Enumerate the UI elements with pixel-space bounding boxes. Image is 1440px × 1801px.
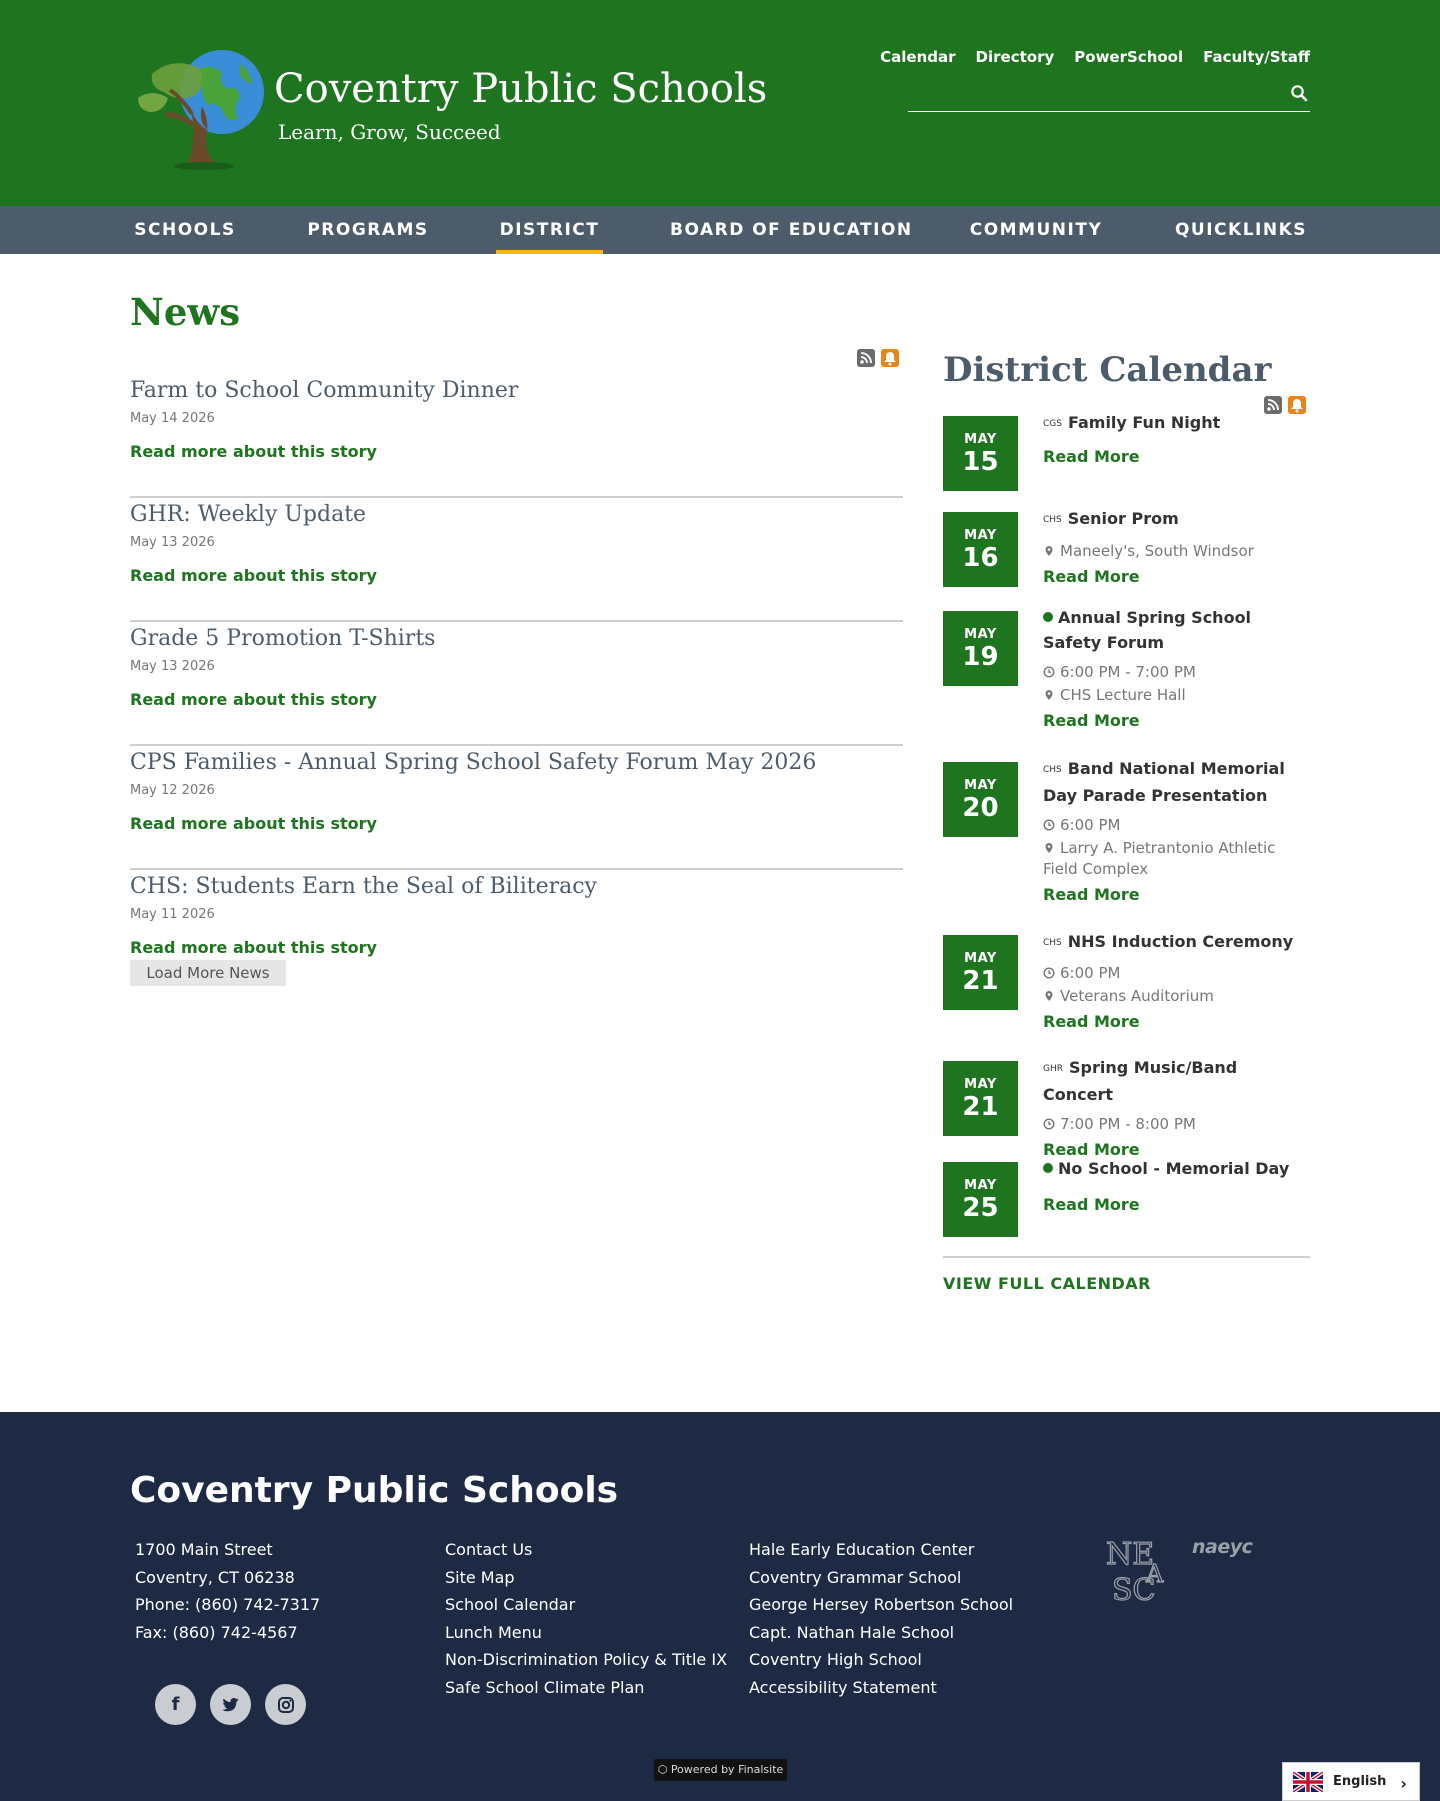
event-read-more-link[interactable]: Read More bbox=[1043, 567, 1140, 586]
news-item bbox=[130, 498, 903, 622]
event-school-tag: CHS bbox=[1043, 515, 1062, 525]
view-full-calendar-link[interactable]: VIEW FULL CALENDAR bbox=[943, 1274, 1151, 1293]
event-time bbox=[1043, 1114, 1310, 1135]
event-date-box bbox=[943, 762, 1018, 837]
utility-link-calendar[interactable]: Calendar bbox=[880, 48, 956, 66]
utility-nav bbox=[880, 48, 1310, 66]
footer-link-site-map[interactable]: Site Map bbox=[445, 1567, 515, 1587]
event-time-text: 7:00 PM - 8:00 PM bbox=[1060, 1115, 1196, 1133]
event-day: 21 bbox=[962, 966, 999, 996]
site-tagline: Learn, Grow, Succeed bbox=[278, 120, 501, 144]
event-date-box bbox=[943, 512, 1018, 587]
event-school-tag: CHS bbox=[1043, 938, 1062, 948]
event-location bbox=[1043, 541, 1310, 562]
news-title[interactable]: GHR: Weekly Update bbox=[130, 502, 367, 527]
rss-icon[interactable] bbox=[857, 349, 875, 367]
event-title[interactable] bbox=[1043, 506, 1310, 533]
footer-link-lunch-menu[interactable]: Lunch Menu bbox=[445, 1622, 542, 1642]
clock-icon bbox=[1043, 666, 1055, 678]
event-title[interactable] bbox=[1043, 1055, 1310, 1107]
event-day: 19 bbox=[962, 642, 999, 672]
district-event-dot-icon bbox=[1043, 1163, 1053, 1173]
event-title-text[interactable]: Senior Prom bbox=[1067, 509, 1179, 528]
svg-text:SC: SC bbox=[1112, 1573, 1156, 1604]
nav-item-community[interactable]: COMMUNITY bbox=[969, 220, 1103, 240]
event-title[interactable] bbox=[1043, 1156, 1310, 1181]
event-body bbox=[1043, 605, 1310, 730]
event-body bbox=[1043, 756, 1310, 904]
news-item bbox=[130, 374, 903, 498]
event-location-text: Larry A. Pietrantonio Athletic Field Complex bbox=[1043, 839, 1276, 878]
uk-flag-icon bbox=[1293, 1772, 1323, 1792]
footer-link-safe-school-climate[interactable]: Safe School Climate Plan bbox=[445, 1677, 645, 1697]
read-more-link[interactable]: Read more about this story bbox=[130, 938, 377, 957]
news-title[interactable]: CHS: Students Earn the Seal of Biliteracy bbox=[130, 874, 597, 899]
read-more-link[interactable]: Read more about this story bbox=[130, 814, 377, 833]
event-body bbox=[1043, 410, 1310, 466]
site-title[interactable]: Coventry Public Schools bbox=[274, 66, 768, 112]
news-item bbox=[130, 746, 903, 870]
language-selector[interactable] bbox=[1282, 1762, 1420, 1801]
map-pin-icon bbox=[1043, 689, 1055, 701]
event-month: MAY bbox=[964, 432, 997, 447]
social-links bbox=[155, 1684, 306, 1725]
event-time bbox=[1043, 662, 1310, 683]
event-month: MAY bbox=[964, 778, 997, 793]
event-time-text: 6:00 PM bbox=[1060, 816, 1121, 834]
event-day: 15 bbox=[962, 447, 999, 477]
footer-link-coventry-grammar[interactable]: Coventry Grammar School bbox=[749, 1567, 962, 1587]
event-read-more-link[interactable]: Read More bbox=[1043, 1195, 1140, 1214]
utility-link-directory[interactable]: Directory bbox=[975, 48, 1055, 66]
event-title[interactable] bbox=[1043, 605, 1310, 655]
event-read-more-link[interactable]: Read More bbox=[1043, 1140, 1140, 1159]
bell-icon[interactable] bbox=[881, 349, 899, 367]
event-month: MAY bbox=[964, 627, 997, 642]
district-event-dot-icon bbox=[1043, 612, 1053, 622]
footer-links-col2 bbox=[749, 1536, 1013, 1701]
footer-link-non-discrimination[interactable]: Non-Discrimination Policy & Title IX bbox=[445, 1650, 728, 1669]
utility-link-faculty-staff[interactable]: Faculty/Staff bbox=[1203, 48, 1310, 66]
event-location bbox=[1043, 838, 1310, 880]
news-date: May 14 2026 bbox=[130, 411, 215, 426]
language-label: English bbox=[1333, 1774, 1387, 1789]
address-line: 1700 Main Street bbox=[135, 1540, 273, 1559]
twitter-icon[interactable] bbox=[210, 1684, 251, 1725]
event-title-text[interactable]: No School - Memorial Day bbox=[1058, 1159, 1290, 1178]
news-date: May 13 2026 bbox=[130, 659, 215, 674]
main-nav bbox=[0, 206, 1440, 254]
event-day: 25 bbox=[962, 1193, 999, 1223]
footer-link-contact-us[interactable]: Contact Us bbox=[445, 1540, 533, 1559]
event-month: MAY bbox=[964, 528, 997, 543]
footer-links-col1 bbox=[445, 1536, 727, 1701]
news-heading: News bbox=[130, 290, 241, 334]
event-date-box bbox=[943, 611, 1018, 686]
footer-link-capt-nathan-hale[interactable]: Capt. Nathan Hale School bbox=[749, 1622, 955, 1642]
finalsite-logo-icon: ⬡ bbox=[657, 1763, 671, 1776]
event-time-text: 6:00 PM - 7:00 PM bbox=[1060, 663, 1196, 681]
map-pin-icon bbox=[1043, 545, 1055, 557]
event-title-text[interactable]: Family Fun Night bbox=[1067, 413, 1221, 432]
footer-title: Coventry Public Schools bbox=[130, 1470, 619, 1511]
event-month: MAY bbox=[964, 951, 997, 966]
event-month: MAY bbox=[964, 1178, 997, 1193]
event-body bbox=[1043, 929, 1310, 1031]
nav-item-programs[interactable]: PROGRAMS bbox=[307, 220, 429, 240]
search-input[interactable] bbox=[908, 82, 1268, 108]
news-item bbox=[130, 870, 903, 957]
calendar-divider bbox=[943, 1256, 1310, 1258]
read-more-link[interactable]: Read more about this story bbox=[130, 566, 377, 585]
event-title-text[interactable]: NHS Induction Ceremony bbox=[1067, 932, 1294, 951]
clock-icon bbox=[1043, 1118, 1055, 1130]
event-date-box bbox=[943, 935, 1018, 1010]
footer-link-accessibility[interactable]: Accessibility Statement bbox=[749, 1677, 937, 1697]
powered-by-text: Powered by Finalsite bbox=[670, 1763, 784, 1776]
event-title-text[interactable]: Spring Music/Band Concert bbox=[1043, 1058, 1238, 1104]
news-date: May 12 2026 bbox=[130, 783, 215, 798]
event-time-text: 6:00 PM bbox=[1060, 964, 1121, 982]
naeyc-logo: naeyc bbox=[1192, 1536, 1253, 1558]
event-read-more-link[interactable]: Read More bbox=[1043, 711, 1140, 730]
district-calendar-heading: District Calendar bbox=[943, 350, 1272, 390]
nav-item-board-of-education[interactable]: BOARD OF EDUCATION bbox=[670, 220, 913, 240]
facebook-icon[interactable]: f bbox=[155, 1684, 196, 1725]
nesac-accreditation-logo-icon bbox=[1106, 1534, 1178, 1604]
footer-address bbox=[135, 1536, 320, 1646]
read-more-link[interactable]: Read more about this story bbox=[130, 690, 377, 709]
search-bar bbox=[908, 78, 1310, 112]
event-time bbox=[1043, 815, 1310, 836]
clock-icon bbox=[1043, 819, 1055, 831]
svg-text:A: A bbox=[1146, 1560, 1164, 1588]
event-month: MAY bbox=[964, 1077, 997, 1092]
map-pin-icon bbox=[1043, 842, 1055, 854]
site-header bbox=[0, 0, 1440, 206]
event-date-box bbox=[943, 1061, 1018, 1136]
event-read-more-link[interactable]: Read More bbox=[1043, 1012, 1140, 1031]
news-title[interactable]: CPS Families - Annual Spring School Safety Forum May 2026 bbox=[130, 750, 817, 775]
event-day: 16 bbox=[962, 543, 999, 573]
news-date: May 13 2026 bbox=[130, 535, 215, 550]
fax-number: Fax: (860) 742-4567 bbox=[135, 1622, 298, 1642]
event-school-tag: CHS bbox=[1043, 765, 1062, 775]
event-title[interactable] bbox=[1043, 756, 1310, 808]
clock-icon bbox=[1043, 967, 1055, 979]
event-time bbox=[1043, 963, 1310, 984]
nav-item-quicklinks[interactable]: QUICKLINKS bbox=[1174, 220, 1308, 240]
phone-number[interactable]: Phone: (860) 742-7317 bbox=[135, 1595, 321, 1614]
news-list bbox=[130, 374, 903, 957]
news-item bbox=[130, 622, 903, 746]
utility-link-powerschool[interactable]: PowerSchool bbox=[1074, 48, 1184, 66]
event-read-more-link[interactable]: Read More bbox=[1043, 447, 1140, 466]
event-title-text[interactable]: Band National Memorial Day Parade Presentation bbox=[1043, 759, 1285, 805]
footer-link-school-calendar[interactable]: School Calendar bbox=[445, 1595, 576, 1614]
event-body bbox=[1043, 506, 1310, 586]
search-icon[interactable] bbox=[1290, 84, 1308, 102]
news-feed-icons bbox=[857, 349, 899, 367]
event-title[interactable] bbox=[1043, 929, 1310, 956]
site-footer bbox=[0, 1412, 1440, 1801]
nav-item-schools[interactable]: SCHOOLS bbox=[134, 220, 236, 240]
load-more-news-button[interactable]: Load More News bbox=[130, 960, 286, 986]
event-location bbox=[1043, 986, 1310, 1007]
footer-link-george-hersey-robertson[interactable]: George Hersey Robertson School bbox=[749, 1595, 1014, 1614]
event-body bbox=[1043, 1156, 1310, 1214]
tree-globe-logo-icon[interactable] bbox=[130, 44, 276, 170]
read-more-link[interactable]: Read more about this story bbox=[130, 442, 377, 461]
event-title[interactable] bbox=[1043, 410, 1310, 437]
event-day: 20 bbox=[962, 793, 999, 823]
event-body bbox=[1043, 1055, 1310, 1159]
chevron-right-icon: › bbox=[1400, 1774, 1407, 1793]
event-day: 21 bbox=[962, 1092, 999, 1122]
map-pin-icon bbox=[1043, 990, 1055, 1002]
nav-item-district[interactable]: DISTRICT bbox=[496, 206, 603, 254]
event-location bbox=[1043, 685, 1310, 706]
event-location-text: Maneely's, South Windsor bbox=[1060, 542, 1254, 560]
news-title[interactable]: Farm to School Community Dinner bbox=[130, 378, 519, 403]
address-line: Coventry, CT 06238 bbox=[135, 1567, 295, 1587]
event-school-tag: CGS bbox=[1043, 419, 1062, 429]
news-title[interactable]: Grade 5 Promotion T-Shirts bbox=[130, 626, 436, 651]
footer-link-coventry-high[interactable]: Coventry High School bbox=[749, 1650, 922, 1669]
news-date: May 11 2026 bbox=[130, 907, 215, 922]
svg-text:NE: NE bbox=[1106, 1537, 1155, 1572]
event-title-text[interactable]: Annual Spring School Safety Forum bbox=[1043, 608, 1252, 652]
footer-link-hale-early-education[interactable]: Hale Early Education Center bbox=[749, 1540, 975, 1559]
powered-by-badge[interactable] bbox=[654, 1759, 787, 1781]
instagram-icon[interactable] bbox=[265, 1684, 306, 1725]
event-location-text: Veterans Auditorium bbox=[1060, 987, 1214, 1005]
event-school-tag: GHR bbox=[1043, 1064, 1063, 1074]
event-read-more-link[interactable]: Read More bbox=[1043, 885, 1140, 904]
event-date-box bbox=[943, 416, 1018, 491]
event-location-text: CHS Lecture Hall bbox=[1060, 686, 1186, 704]
event-date-box bbox=[943, 1162, 1018, 1237]
